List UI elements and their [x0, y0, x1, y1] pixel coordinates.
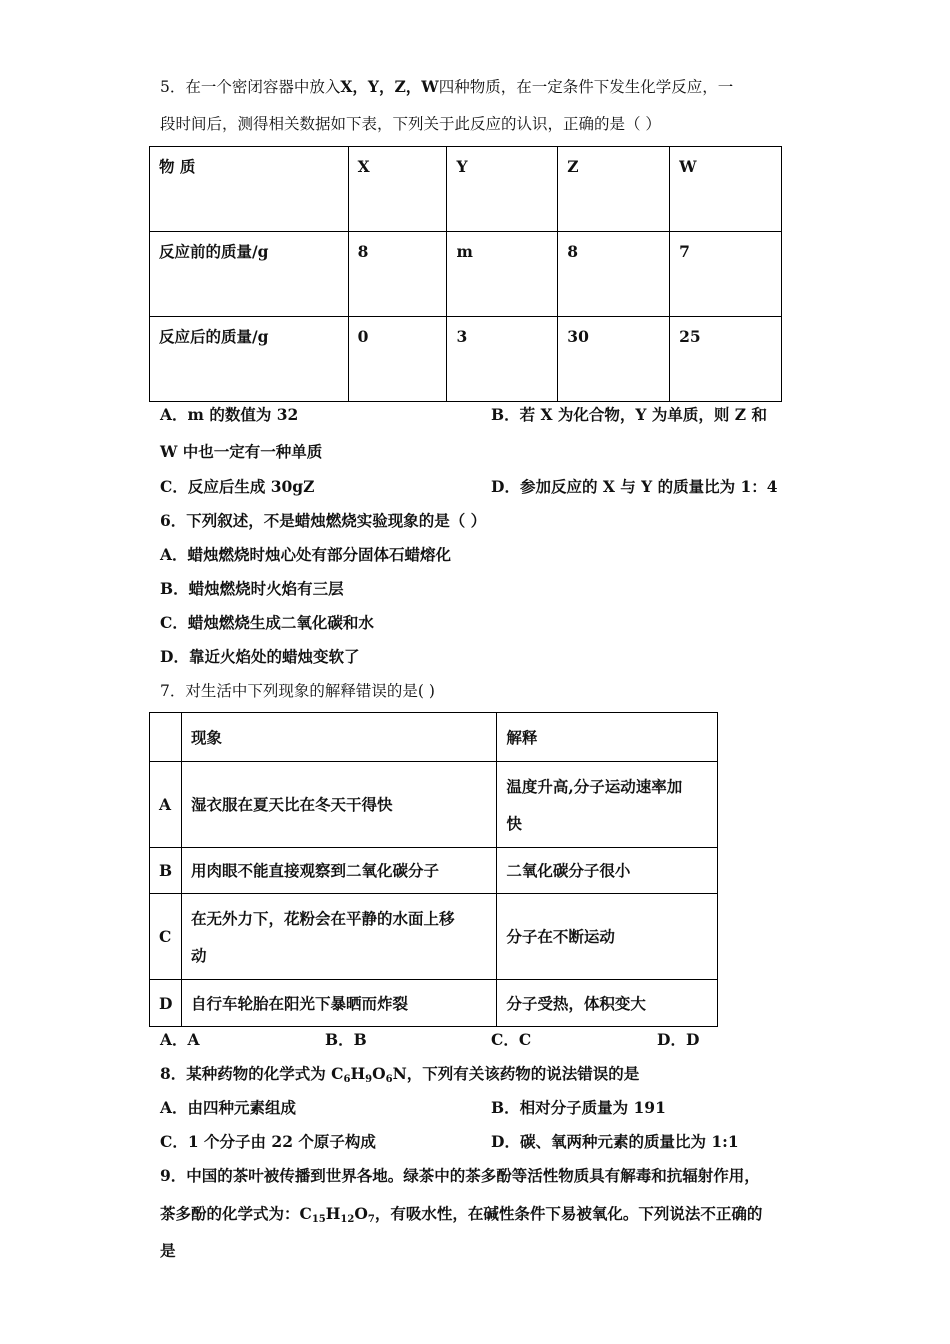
q5-stem-suffix: 四种物质，在一定条件下发生化学反应，一	[438, 78, 734, 96]
q8-stem	[160, 1063, 639, 1085]
q7-option-c: C．C	[491, 1030, 532, 1049]
table-cell: 8	[558, 232, 670, 317]
table-row	[150, 762, 718, 848]
header-cell: 现象	[181, 713, 496, 762]
q6-option-a: A．蜡烛燃烧时烛心处有部分固体石蜡熔化	[160, 545, 452, 564]
row-label: B	[150, 848, 182, 894]
table-cell: 30	[558, 317, 670, 402]
q5-option-a: A．m 的数值为 32	[160, 405, 299, 424]
explanation-cell: 分子在不断运动	[497, 894, 718, 980]
q6-option-b: B．蜡烛燃烧时火焰有三层	[160, 579, 344, 598]
q5-option-d: D．参加反应的 X 与 Y 的质量比为 1：4	[491, 477, 778, 496]
header-cell	[150, 713, 182, 762]
phenomenon-cell	[181, 894, 496, 980]
table-cell: 反应前的质量/g	[150, 232, 349, 317]
table-cell: 7	[670, 232, 782, 317]
q7-option-a: A．A	[160, 1030, 200, 1049]
q9-stem-prefix: 茶多酚的化学式为：C	[160, 1204, 312, 1223]
header-cell: Y	[447, 147, 558, 232]
q6-option-c: C．蜡烛燃烧生成二氧化碳和水	[160, 613, 374, 632]
explanation-line: 快	[506, 813, 522, 833]
q7-option-b: B．B	[325, 1030, 367, 1049]
table-row	[150, 317, 782, 402]
q5-option-c: C．反应后生成 30gZ	[160, 477, 315, 496]
table-cell: 3	[447, 317, 558, 402]
formula-subscript: 15	[311, 1214, 326, 1225]
q9-stem-line3: 是	[160, 1241, 176, 1260]
q5-option-b-cont: W 中也一定有一种单质	[160, 442, 323, 461]
formula-subscript: 7	[367, 1214, 375, 1225]
row-label: D	[150, 980, 182, 1027]
table-row	[150, 848, 718, 894]
q8-option-b: B．相对分子质量为 191	[491, 1098, 666, 1117]
q5-stem-line2: 段时间后，测得相关数据如下表，下列关于此反应的认识，正确的是（ ）	[160, 115, 661, 133]
formula-element: O	[372, 1064, 386, 1083]
phenomenon-cell: 自行车轮胎在阳光下暴晒而炸裂	[181, 980, 496, 1027]
q5-data-table	[149, 146, 782, 402]
q7-option-d: D．D	[657, 1030, 700, 1049]
q5-stem-prefix: 5．在一个密闭容器中放入	[160, 78, 341, 96]
q9-stem-line1: 9．中国的茶叶被传播到世界各地。绿茶中的茶多酚等活性物质具有解毒和抗辐射作用，	[160, 1166, 760, 1185]
q8-stem-prefix: 8．某种药物的化学式为 C	[160, 1064, 344, 1083]
table-header-row	[150, 147, 782, 232]
formula-subscript: 12	[340, 1214, 355, 1225]
formula-subscript: 6	[385, 1074, 393, 1085]
q5-option-b: B．若 X 为化合物，Y 为单质，则 Z 和	[491, 405, 767, 424]
q5-stem-line1	[160, 76, 733, 98]
header-cell: W	[670, 147, 782, 232]
q6-stem: 6．下列叙述，不是蜡烛燃烧实验现象的是（ ）	[160, 511, 487, 530]
table-cell: m	[447, 232, 558, 317]
q9-stem-line2	[160, 1203, 762, 1225]
explanation-line: 温度升高,分子运动速率加	[506, 776, 683, 796]
table-cell: 8	[348, 232, 447, 317]
phenomenon-line: 动	[190, 945, 207, 965]
row-label: A	[150, 762, 182, 848]
table-row	[150, 232, 782, 317]
phenomenon-line: 在无外力下，花粉会在平静的水面上移	[190, 908, 455, 928]
q9-stem-suffix: ，有吸水性，在碱性条件下易被氧化。下列说法不正确的	[374, 1204, 763, 1223]
header-cell: Z	[558, 147, 670, 232]
phenomenon-cell: 用肉眼不能直接观察到二氧化碳分子	[181, 848, 496, 894]
table-row	[150, 894, 718, 980]
header-cell: 解释	[497, 713, 718, 762]
table-cell: 0	[348, 317, 447, 402]
q5-stem-vars: X，Y，Z，W	[340, 77, 439, 96]
formula-subscript: 6	[343, 1074, 351, 1085]
formula-subscript: 9	[365, 1074, 373, 1085]
table-cell: 反应后的质量/g	[150, 317, 349, 402]
q8-stem-suffix: ，下列有关该药物的说法错误的是	[406, 1064, 640, 1083]
explanation-cell	[497, 762, 718, 848]
q6-option-d: D．靠近火焰处的蜡烛变软了	[160, 647, 360, 666]
formula-element: H	[325, 1204, 341, 1223]
table-header-row	[150, 713, 718, 762]
q8-option-a: A．由四种元素组成	[160, 1098, 297, 1117]
row-label: C	[150, 894, 182, 980]
formula-element: H	[350, 1064, 366, 1083]
q8-option-d: D．碳、氧两种元素的质量比为 1:1	[491, 1132, 739, 1151]
header-cell: X	[348, 147, 447, 232]
q8-option-c: C．1 个分子由 22 个原子构成	[160, 1132, 376, 1151]
formula-element: N	[392, 1064, 407, 1083]
q7-table	[149, 712, 718, 1027]
header-cell: 物 质	[150, 147, 349, 232]
explanation-cell: 二氧化碳分子很小	[497, 848, 718, 894]
table-row	[150, 980, 718, 1027]
phenomenon-cell: 湿衣服在夏天比在冬天干得快	[181, 762, 496, 848]
formula-element: O	[354, 1204, 368, 1223]
q7-stem: 7．对生活中下列现象的解释错误的是( )	[160, 682, 435, 700]
explanation-cell: 分子受热，体积变大	[497, 980, 718, 1027]
table-cell: 25	[670, 317, 782, 402]
